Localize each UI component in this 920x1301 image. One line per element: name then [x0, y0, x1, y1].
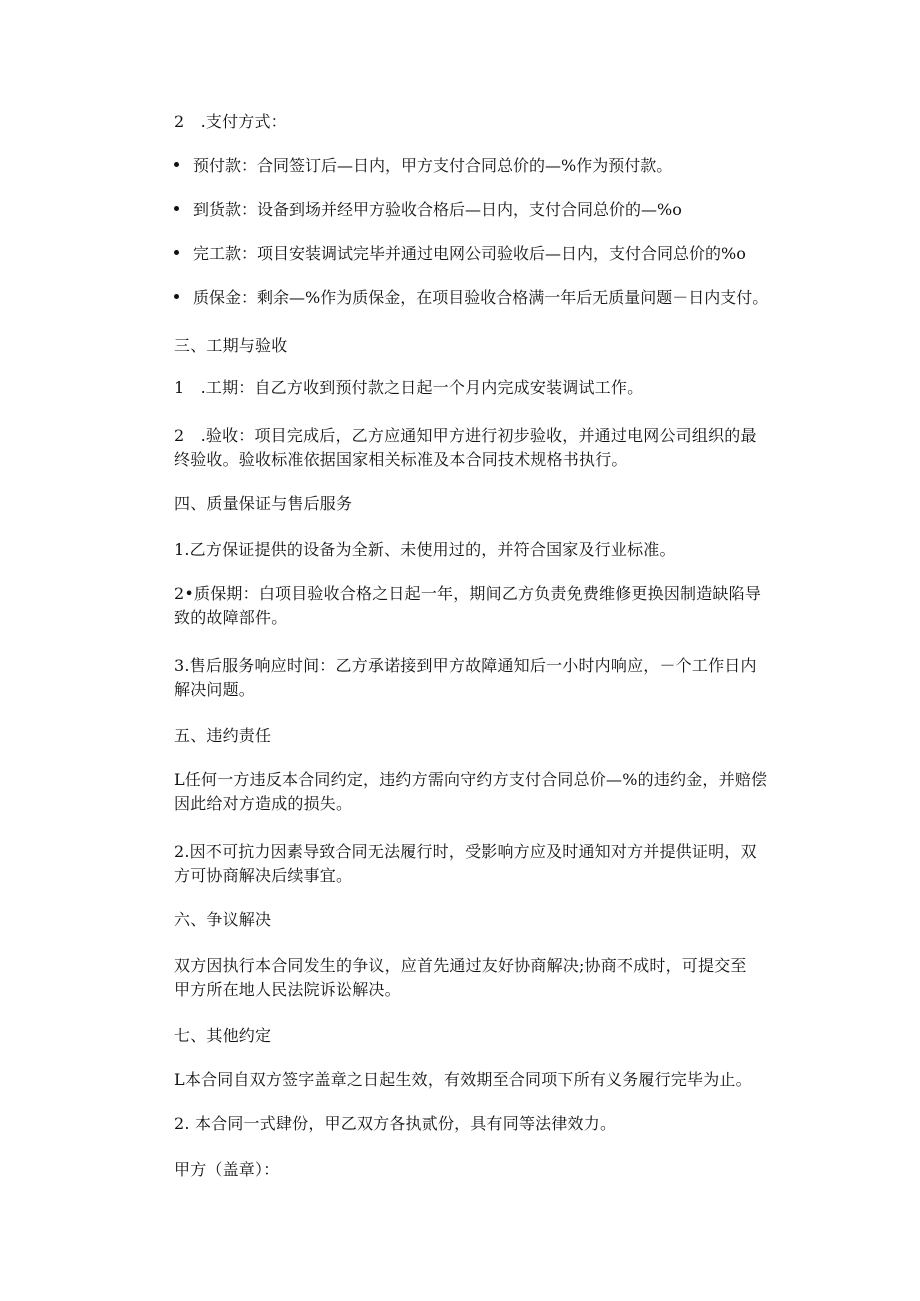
paragraph-effective: L本合同自双方签字盖章之日起生效，有效期至合同项下所有义务履行完毕为止。: [174, 1070, 752, 1089]
paragraph-warranty-line1: 2•质保期：白项目验收合格之日起一年，期间乙方负责免费维修更换因制造缺陷导: [174, 584, 762, 603]
paragraph-acceptance-line2: 终验收。验收标准依据国家相关标准及本合同技术规格书执行。: [174, 450, 628, 469]
paragraph-response-line1: 3.售后服务响应时间：乙方承诺接到甲方故障通知后一小时内响应，－个工作日内: [174, 656, 757, 675]
paragraph-force-majeure-line2: 方可协商解决后续事宜。: [174, 866, 353, 885]
bullet-item-warranty-deposit: [174, 288, 768, 308]
section-heading-6: 六、争议解决: [174, 910, 272, 929]
paragraph-dispute-line2: 甲方所在地人民法院诉讼解决。: [174, 980, 401, 999]
bullet-text: 完工款：项目安装调试完毕并通过电网公司验收后—日内，支付合同总价的%o: [193, 244, 746, 263]
paragraph-acceptance-line1: 2 .验收：项目完成后，乙方应通知甲方进行初步验收，并通过电网公司组织的最: [174, 426, 757, 445]
bullet-dot-icon: [174, 162, 179, 167]
paragraph-force-majeure-line1: 2.因不可抗力因素导致合同无法履行时，受影响方应及时通知对方并提供证明，双: [174, 842, 757, 861]
bullet-dot-icon: [174, 250, 179, 255]
paragraph-duration: 1 .工期：自乙方收到预付款之日起一个月内完成安装调试工作。: [174, 378, 644, 397]
paragraph-breach-line1: L任何一方违反本合同约定，违约方需向守约方支付合同总价—%的违约金，并赔偿: [174, 770, 768, 789]
payment-method-heading: 2 .支付方式：: [174, 112, 287, 131]
paragraph-dispute-line1: 双方因执行本合同发生的争议，应首先通过友好协商解决;协商不成时，可提交至: [174, 956, 747, 975]
bullet-text: 预付款：合同签订后—日内，甲方支付合同总价的—%作为预付款。: [193, 156, 673, 175]
paragraph-copies: 2. 本合同一式肆份，甲乙双方各执贰份，具有同等法律效力。: [174, 1114, 617, 1133]
paragraph-response-line2: 解决问题。: [174, 680, 256, 699]
section-heading-5: 五、违约责任: [174, 726, 272, 745]
bullet-dot-icon: [174, 206, 179, 211]
bullet-dot-icon: [174, 294, 179, 299]
paragraph-warranty-line2: 致的故障部件。: [174, 608, 288, 627]
bullet-text: 到货款：设备到场并经甲方验收合格后—日内，支付合同总价的—%o: [193, 200, 682, 219]
section-heading-4: 四、质量保证与售后服务: [174, 494, 353, 513]
bullet-text: 质保金：剩余—%作为质保金，在项目验收合格满一年后无质量问题－日内支付。: [193, 288, 769, 307]
signature-party-a: 甲方（盖章）：: [174, 1160, 280, 1179]
section-heading-7: 七、其他约定: [174, 1026, 272, 1045]
bullet-item-prepayment: [174, 156, 672, 176]
bullet-item-delivery-payment: [174, 200, 682, 220]
paragraph-quality-guarantee: 1.乙方保证提供的设备为全新、未使用过的，并符合国家及行业标准。: [174, 540, 676, 559]
section-heading-3: 三、工期与验收: [174, 336, 288, 355]
bullet-item-completion-payment: [174, 244, 746, 264]
paragraph-breach-line2: 因此给对方造成的损失。: [174, 794, 353, 813]
